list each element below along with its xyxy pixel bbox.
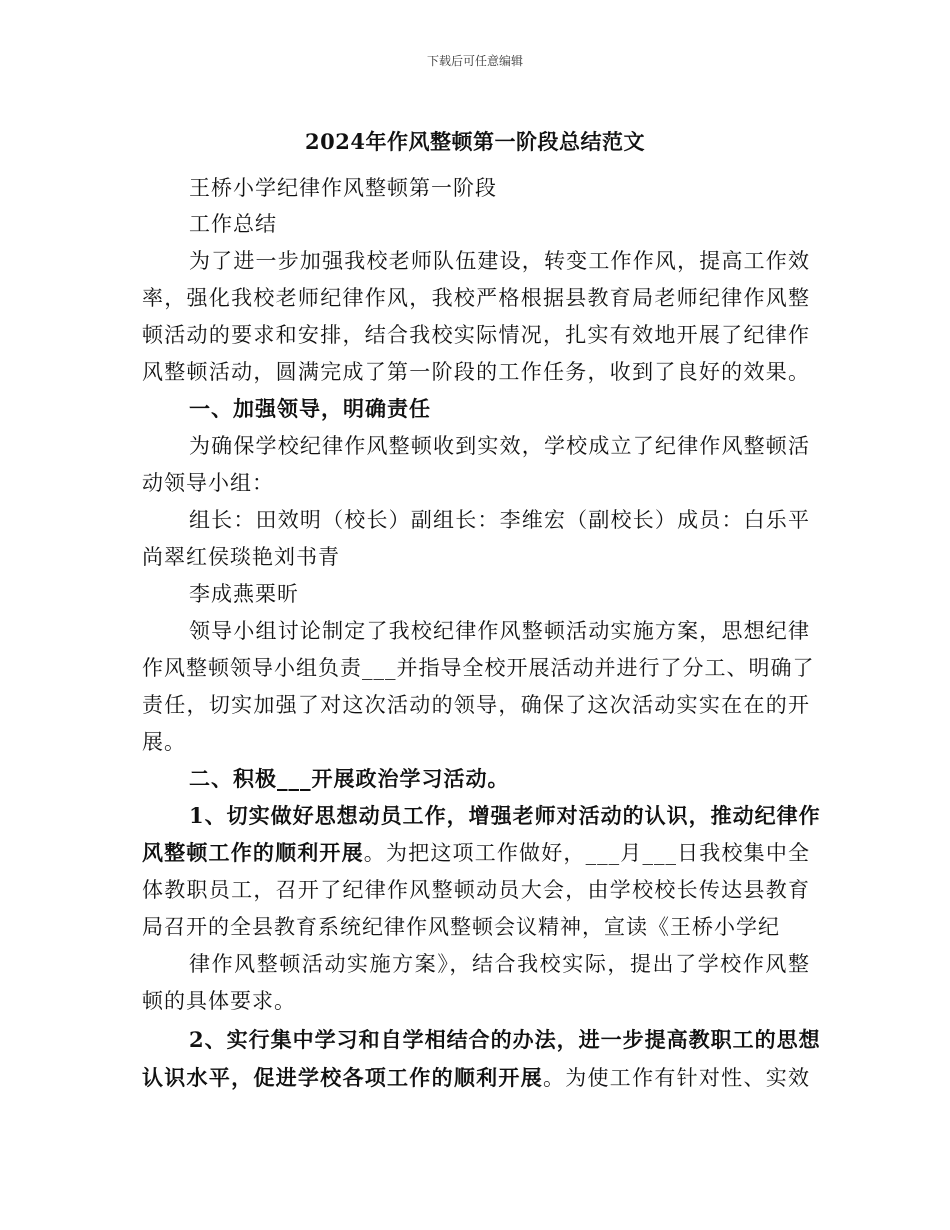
paragraph-line: 为了进一步加强我校老师队伍建设，转变工作作风，提高工作效 <box>189 249 810 273</box>
paragraph-line: 李成燕栗昕 <box>189 582 299 606</box>
paragraph-line: 律作风整顿活动实施方案》，结合我校实际，提出了学校作风整 <box>189 952 810 976</box>
paragraph-line <box>142 1063 810 1093</box>
paragraph-line <box>142 838 810 868</box>
paragraph-line: 领导小组讨论制定了我校纪律作风整顿活动实施方案，思想纪律 <box>189 619 810 643</box>
paragraph-line: 组长：田效明（校长）副组长：李维宏（副校长）成员：白乐平 <box>189 508 810 532</box>
bold-lead: 风整顿工作的顺利开展 <box>142 840 364 865</box>
paragraph-line: 展。 <box>142 730 186 754</box>
section-heading: 二、积极___开展政治学习活动。 <box>189 766 510 791</box>
paragraph-line: 动领导小组： <box>142 471 274 495</box>
header-note: 下载后可任意编辑 <box>426 54 523 68</box>
paragraph-text: 。为把这项工作做好，___月___日我校集中全 <box>363 841 811 865</box>
paragraph-line: 作风整顿领导小组负责___并指导全校开展活动并进行了分工、明确了 <box>142 656 815 680</box>
paragraph-line: 责任，切实加强了对这次活动的领导，确保了这次活动实实在在的开 <box>142 693 810 717</box>
paragraph-line: 顿活动的要求和安排，结合我校实际情况，扎实有效地开展了纪律作 <box>142 323 810 347</box>
paragraph-line: 体教职员工，召开了纪律作风整顿动员大会，由学校校长传达县教育 <box>142 878 810 902</box>
paragraph-line: 局召开的全县教育系统纪律作风整顿会议精神，宣读《王桥小学纪 <box>142 915 780 939</box>
paragraph-line: 尚翠红侯琰艳刘书青 <box>142 545 340 569</box>
paragraph-line: 风整顿活动，圆满完成了第一阶段的工作任务，收到了良好的效果。 <box>142 360 810 384</box>
bold-lead: 认识水平，促进学校各项工作的顺利开展 <box>142 1065 543 1090</box>
paragraph-line: 顿的具体要求。 <box>142 989 296 1013</box>
paragraph-line: 为确保学校纪律作风整顿收到实效，学校成立了纪律作风整顿活 <box>189 434 810 458</box>
paragraph-line: 率，强化我校老师纪律作风，我校严格根据县教育局老师纪律作风整 <box>142 286 810 310</box>
subtitle-line-1: 王桥小学纪律作风整顿第一阶段 <box>189 176 497 200</box>
subsection-heading: 1、切实做好思想动员工作，增强老师对活动的认识，推动纪律作 <box>189 803 821 828</box>
document-title: 2024年作风整顿第一阶段总结范文 <box>305 129 645 154</box>
section-heading: 一、加强领导，明确责任 <box>189 396 431 421</box>
subsection-heading: 2、实行集中学习和自学相结合的办法，进一步提高教职工的思想 <box>189 1027 821 1052</box>
subtitle-line-2: 工作总结 <box>189 212 277 236</box>
paragraph-text: 。为使工作有针对性、实效 <box>542 1066 811 1090</box>
